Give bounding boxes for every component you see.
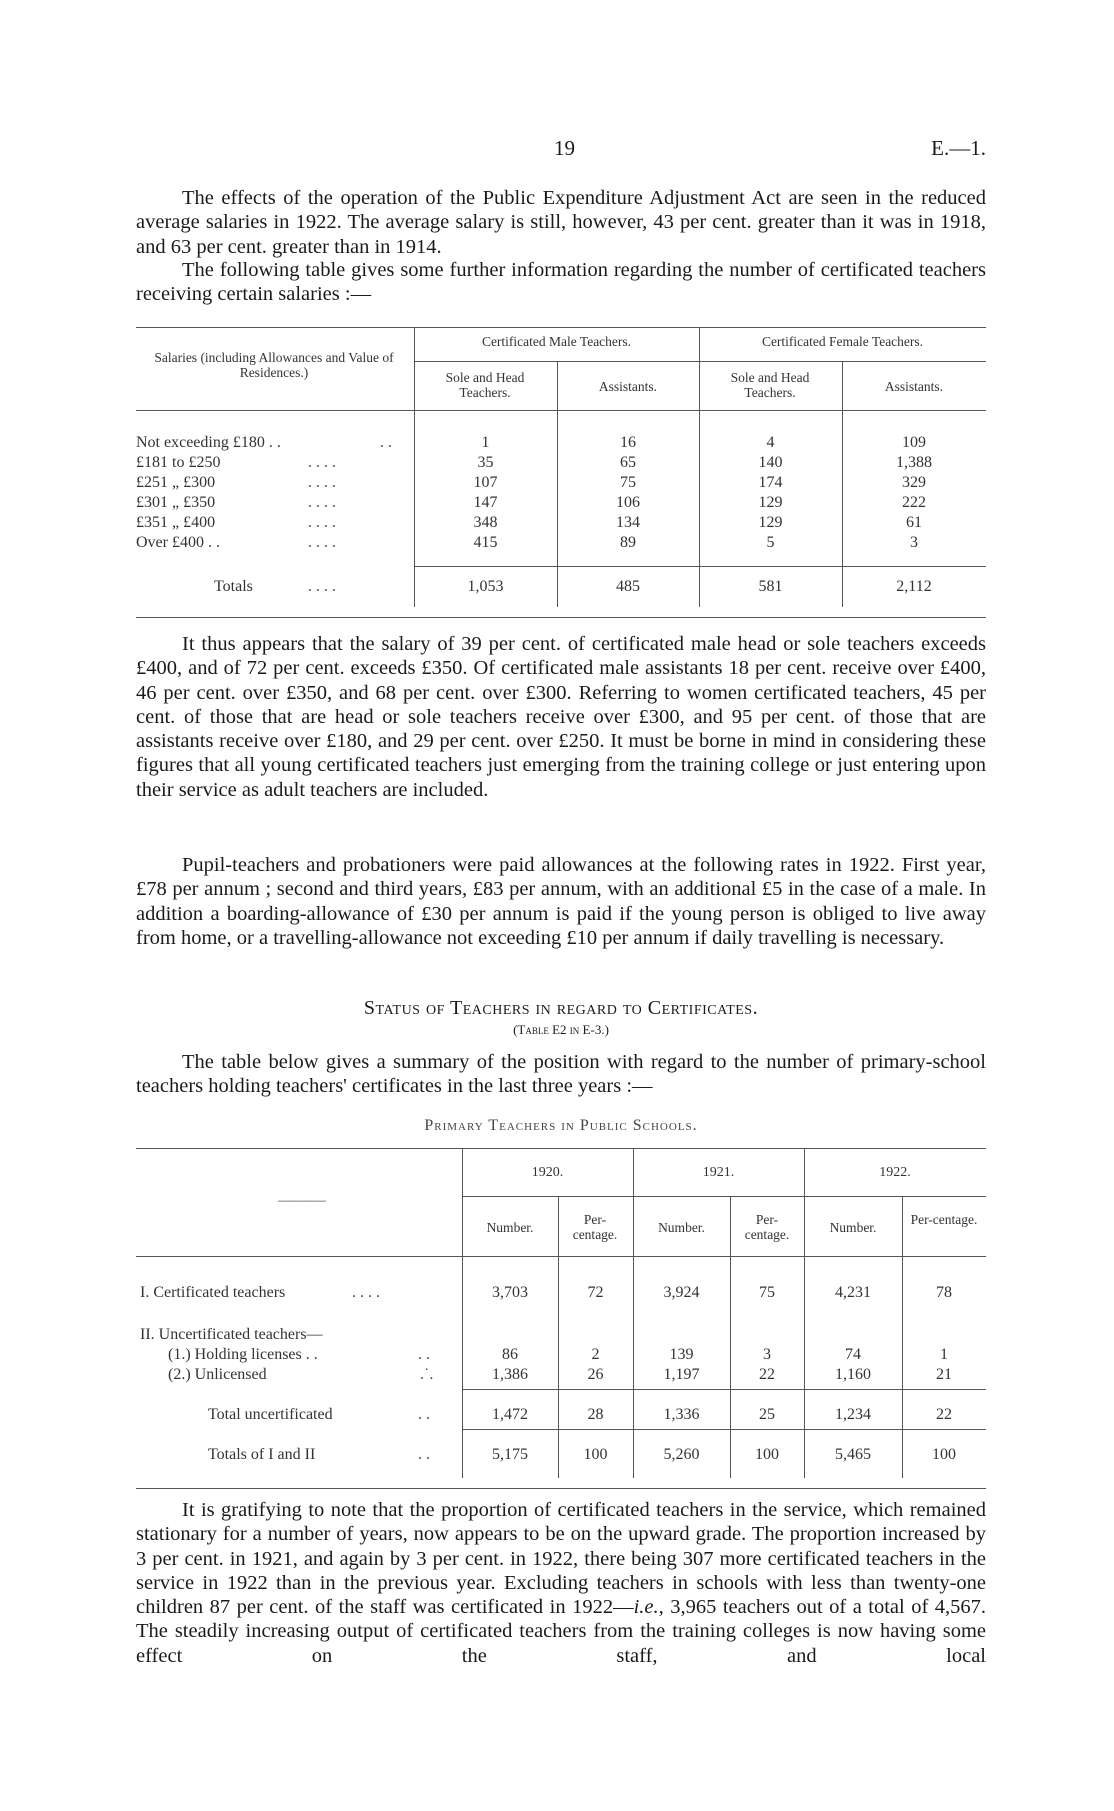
salary-cell-f-sole: 174 <box>758 474 783 491</box>
rule <box>462 1389 986 1390</box>
paragraph-6-part-b: 3,965 teachers out of a total of 4,567. The steadily increasing output of certificated teachers from the training colleges is now having some effect on the staff, and local <box>136 1596 987 1667</box>
year-1921: 1921. <box>702 1165 735 1180</box>
status-subheading: (Table E2 in E-3.) <box>513 1022 609 1037</box>
rule <box>462 1148 463 1478</box>
paragraph-6-italic: i.e., <box>633 1596 664 1619</box>
primary-cell: 25 <box>759 1406 775 1423</box>
primary-cell: 4,231 <box>835 1284 871 1301</box>
paragraph-4: Pupil-teachers and probationers were paid allowances at the following rates in 1922. First year, £78 per annum ; second and third years, £83 per annum, with an additional £5 in the case of a male. In addition a boarding-allowance of £30 per annum is paid if the young person is obliged to live away from home, or a travelling-allowance not exceeding £10 per annum if daily travelling is necessary. <box>136 854 986 949</box>
primary-cell: 22 <box>759 1366 775 1383</box>
male-sole-header: Sole and Head Teachers. <box>445 370 525 400</box>
primary-table-title: Primary Teachers in Public Schools. <box>424 1117 698 1134</box>
salary-cell-m-sole: 348 <box>473 514 498 531</box>
salary-cell-m-assist: 106 <box>616 494 640 511</box>
salary-total-m-sole: 1,053 <box>467 578 504 595</box>
salary-row-label: £181 to £250 <box>136 454 221 471</box>
salary-row-label: Not exceeding £180 . . <box>136 434 281 451</box>
page-number: 19 <box>554 136 575 160</box>
col-number-1921: Number. <box>658 1220 705 1235</box>
salary-cell-f-sole: 129 <box>758 514 783 531</box>
paragraph-6 <box>136 1498 986 1668</box>
primary-cell: 1,472 <box>492 1406 528 1423</box>
col-pct-1922: Per-centage. <box>910 1212 978 1227</box>
rule <box>633 1148 634 1478</box>
group-male-header: Certificated Male Teachers. <box>481 334 632 349</box>
primary-cell: 26 <box>587 1366 604 1383</box>
salary-cell-f-assist: 3 <box>910 534 918 551</box>
leader-dots: . . <box>418 1406 430 1423</box>
primary-cell: 100 <box>932 1446 956 1463</box>
salary-row-label: £301 „ £350 <box>136 494 216 511</box>
female-sole-header: Sole and Head Teachers. <box>730 370 810 400</box>
primary-cell: 139 <box>669 1346 694 1363</box>
primary-cell: 100 <box>755 1446 779 1463</box>
rule <box>414 361 986 362</box>
rule <box>136 1488 986 1489</box>
paragraph-3: It thus appears that the salary of 39 per cent. of certificated male head or sole teachers exceeds £400, and of 72 per cent. exceeds £350. Of certificated male assistants 18 per cent. receive over £400, 46 per cent. over £350, and 68 per cent. over £300. Referring to women certificated teachers, 45 per cent. of those that are head or sole teachers receive over £300, and 95 per cent. of those that are assistants receive over £180, and 29 per cent. over £250. It must be borne in mind in considering these figures that all young certificated teachers just emerging from the training college or just entering upon their service as adult teachers are included. <box>136 633 986 801</box>
salary-cell-f-sole: 5 <box>766 534 775 551</box>
leader-dots: . . . . <box>308 454 336 471</box>
rule <box>804 1148 805 1478</box>
leader-dots: . . <box>418 1446 430 1463</box>
leader-dots: . . . . <box>308 514 336 531</box>
rule <box>136 327 986 328</box>
salary-cell-m-assist: 65 <box>620 454 636 471</box>
page-header <box>136 136 986 164</box>
col-number-1920: Number. <box>486 1220 534 1235</box>
leader-dots: . . . . <box>352 1284 380 1301</box>
rule <box>414 566 986 567</box>
year-1920: 1920. <box>531 1165 564 1180</box>
salary-row-label: £251 „ £300 <box>136 474 216 491</box>
primary-cell: 1,160 <box>835 1366 871 1383</box>
primary-cell: 21 <box>936 1366 952 1383</box>
rule <box>136 1148 986 1149</box>
rule <box>136 1256 986 1257</box>
salary-cell-f-assist: 61 <box>906 514 922 531</box>
primary-row-label: (2.) Unlicensed <box>168 1366 267 1383</box>
primary-row-label: Totals of I and II <box>208 1446 316 1463</box>
primary-row-label: II. Uncertificated teachers— <box>140 1326 323 1343</box>
primary-row-label: (1.) Holding licenses . . <box>168 1346 318 1363</box>
salary-cell-f-assist: 109 <box>902 434 926 451</box>
salary-cell-m-sole: 1 <box>481 434 490 451</box>
primary-cell: 100 <box>583 1446 608 1463</box>
salary-totals-label: Totals <box>214 578 253 595</box>
salary-cell-f-sole: 140 <box>758 454 783 471</box>
leader-dots: . . <box>418 1346 430 1363</box>
primary-cell: 1,386 <box>492 1366 528 1383</box>
salary-total-m-assist: 485 <box>616 578 640 595</box>
leader-dots: .˙. <box>420 1366 434 1383</box>
document-code: E.—1. <box>931 136 986 160</box>
stub-dash: ——— <box>278 1192 326 1209</box>
rule <box>902 1196 903 1478</box>
paragraph-6-part-a: It is gratifying to note that the proportion of certificated teachers in the service, which remained stationary for a number of years, now appears to be on the upward grade. The proportion increased by 3 per cent. in 1921, and again by 3 per cent. in 1922, there being 307 more certificated teachers in the service in 1922 than in the previous year. Excluding teachers in schools with less than twenty-one children 87 per cent. of the staff was certificated in 1922— <box>136 1499 986 1619</box>
year-1922: 1922. <box>879 1165 911 1180</box>
group-female-header: Certificated Female Teachers. <box>761 334 924 349</box>
salary-cell-m-assist: 89 <box>620 534 636 551</box>
salary-cell-m-sole: 35 <box>477 454 494 471</box>
salary-cell-m-sole: 147 <box>473 494 498 511</box>
col-pct-1921: Per-centage. <box>744 1212 790 1242</box>
salary-cell-m-assist: 16 <box>620 434 636 451</box>
primary-cell: 86 <box>502 1346 518 1363</box>
primary-cell: 1,234 <box>835 1406 871 1423</box>
salary-cell-f-assist: 222 <box>902 494 926 511</box>
primary-cell: 3 <box>763 1346 771 1363</box>
female-assist-header: Assistants. <box>884 379 944 394</box>
primary-cell: 3,703 <box>492 1284 528 1301</box>
primary-cell: 78 <box>936 1284 952 1301</box>
salary-cell-f-assist: 329 <box>902 474 926 491</box>
primary-row-label: Total uncertificated <box>208 1406 333 1423</box>
rule <box>462 1429 986 1430</box>
leader-dots: . . . . <box>308 534 336 551</box>
salary-row-label: Over £400 . . <box>136 534 220 551</box>
primary-cell: 75 <box>759 1284 775 1301</box>
leader-dots: . . . . <box>308 474 336 491</box>
paragraph-1: The effects of the operation of the Public Expenditure Adjustment Act are seen in the reduced average salaries in 1922. The average salary is still, however, 43 per cent. greater than it was in 1918, and 63 per cent. greater than in 1914. <box>136 187 986 258</box>
salary-cell-m-sole: 415 <box>473 534 498 551</box>
salary-cell-m-sole: 107 <box>473 474 498 491</box>
primary-cell: 22 <box>936 1406 952 1423</box>
rule <box>558 1196 559 1478</box>
primary-cell: 5,260 <box>663 1446 700 1463</box>
paragraph-5: The table below gives a summary of the position with regard to the number of primary-school teachers holding teachers' certificates in the last three years :— <box>136 1051 986 1098</box>
salary-cell-f-sole: 129 <box>758 494 783 511</box>
primary-cell: 74 <box>845 1346 861 1363</box>
primary-cell: 28 <box>587 1406 604 1423</box>
salary-cell-f-sole: 4 <box>766 434 775 451</box>
primary-cell: 1 <box>940 1346 948 1363</box>
salary-cell-f-assist: 1,388 <box>896 454 932 471</box>
paragraph-2: The following table gives some further information regarding the number of certificated teachers receiving certain salaries :— <box>136 259 986 306</box>
rule <box>136 410 986 411</box>
primary-cell: 5,465 <box>835 1446 871 1463</box>
salary-total-f-assist: 2,112 <box>896 578 932 595</box>
leader-dots: . . . . <box>308 578 336 595</box>
primary-cell: 72 <box>587 1284 604 1301</box>
male-assist-header: Assistants. <box>598 379 658 394</box>
leader-dots: . . <box>380 434 392 451</box>
primary-cell: 1,336 <box>663 1406 700 1423</box>
rule <box>730 1196 731 1478</box>
primary-cell: 5,175 <box>492 1446 528 1463</box>
salary-cell-m-assist: 134 <box>616 514 640 531</box>
stub-header: Salaries (including Allowances and Value of Residences.) <box>154 350 394 380</box>
salary-total-f-sole: 581 <box>758 578 783 595</box>
leader-dots: . . . . <box>308 494 336 511</box>
primary-row-label: I. Certificated teachers <box>140 1284 286 1301</box>
status-heading: Status of Teachers in regard to Certificates. <box>363 997 759 1019</box>
primary-cell: 3,924 <box>663 1284 700 1301</box>
salary-row-label: £351 „ £400 <box>136 514 216 531</box>
col-pct-1920: Per-centage. <box>572 1212 618 1242</box>
primary-cell: 1,197 <box>663 1366 700 1383</box>
rule <box>462 1196 986 1197</box>
primary-cell: 2 <box>591 1346 600 1363</box>
rule <box>136 617 986 618</box>
col-number-1922: Number. <box>829 1220 877 1235</box>
salary-cell-m-assist: 75 <box>620 474 636 491</box>
